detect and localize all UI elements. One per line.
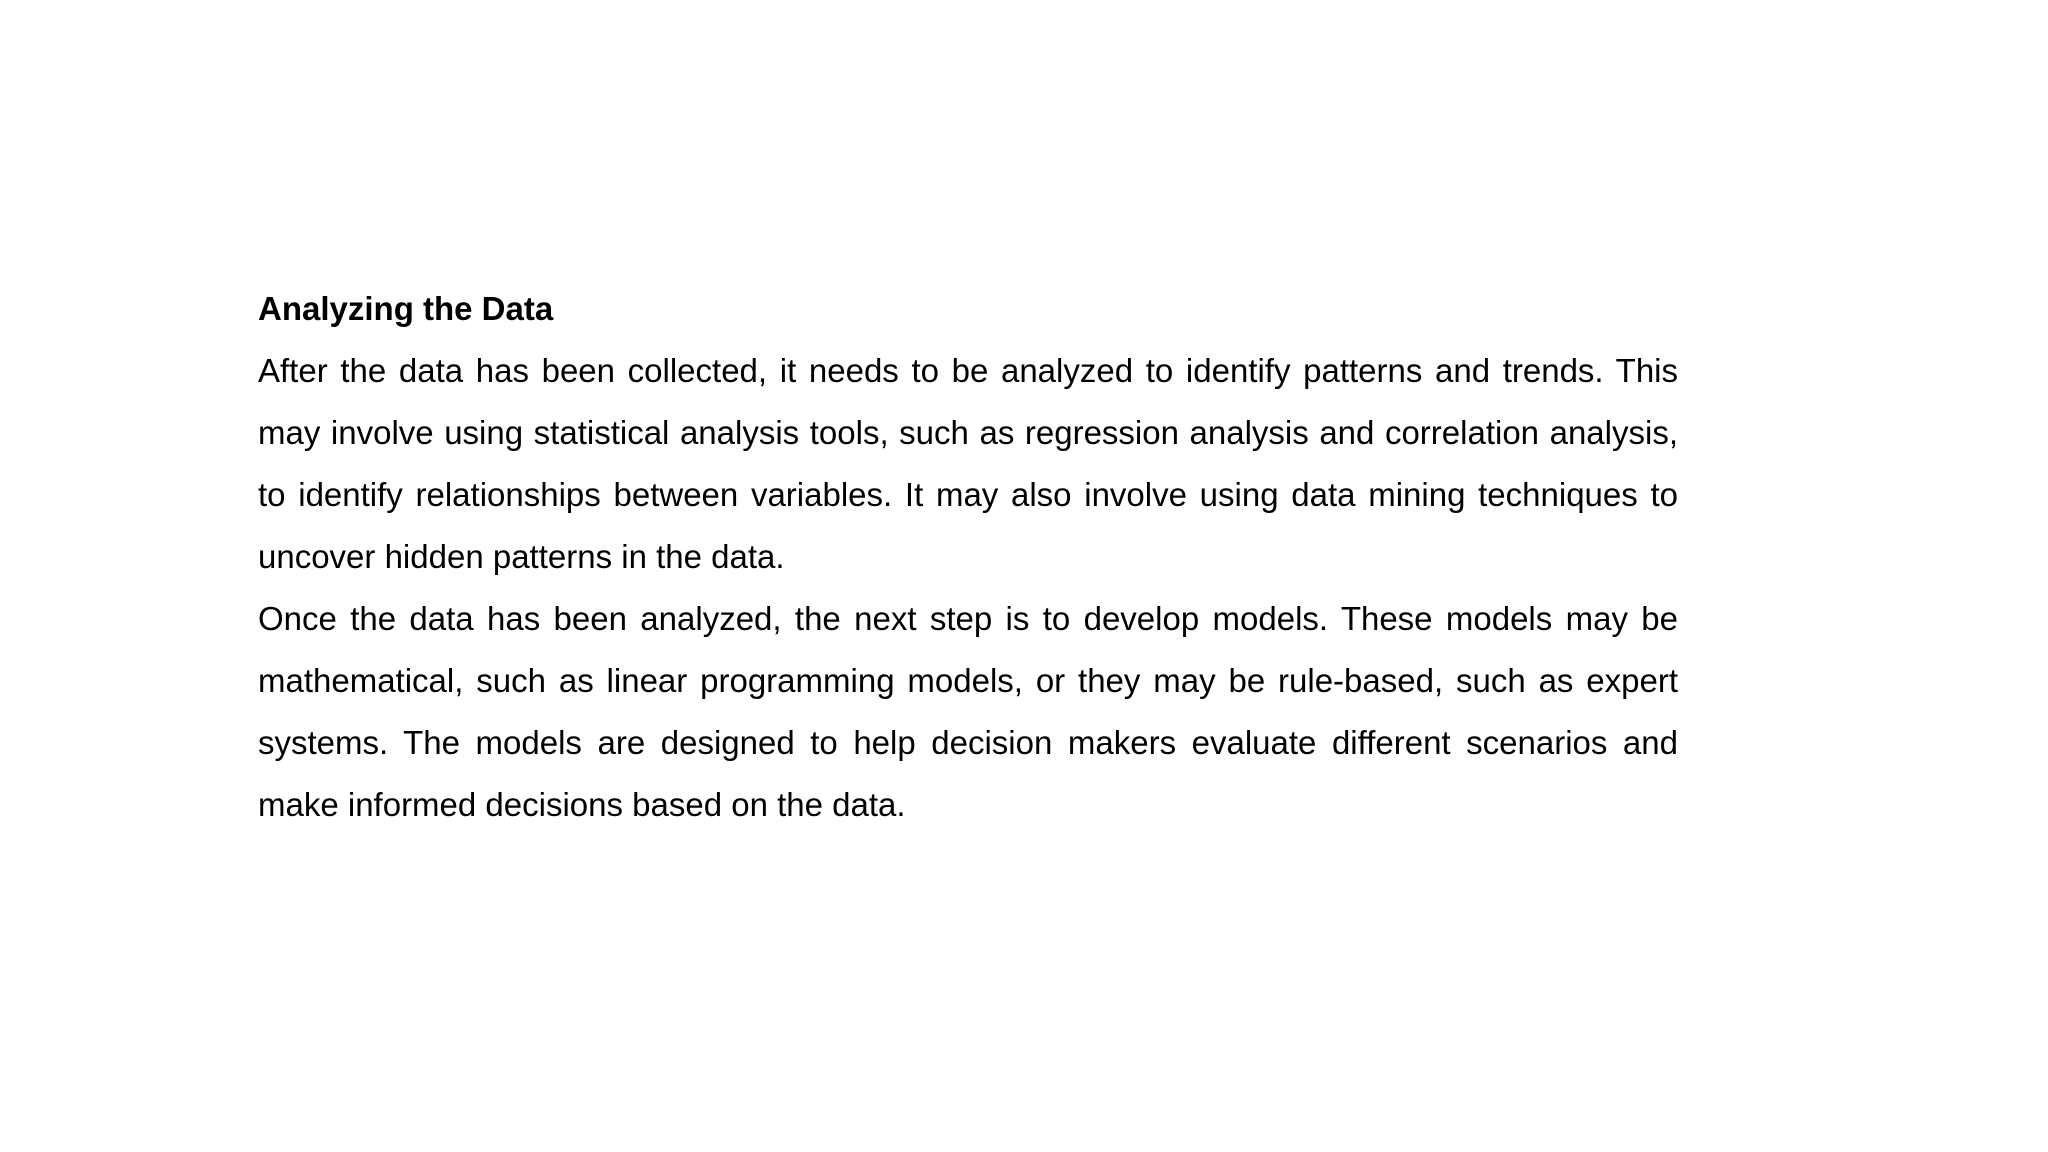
paragraph-analysis: After the data has been collected, it needs to be analyzed to identify patterns and trends. This may involve using statistical analysis tools, such as regression analysis and correlation analysis, to identify relationships between variables. It may also involve using data mining techniques to uncover hidden patterns in the data.: [258, 352, 1678, 575]
paragraph-models: Once the data has been analyzed, the next step is to develop models. These models may be mathematical, such as linear programming models, or they may be rule-based, such as expert systems. The models are designed to help decision makers evaluate different scenarios and make informed decisions based on the data.: [258, 600, 1678, 823]
section-heading: Analyzing the Data: [258, 290, 554, 327]
document-body: [258, 278, 1678, 836]
